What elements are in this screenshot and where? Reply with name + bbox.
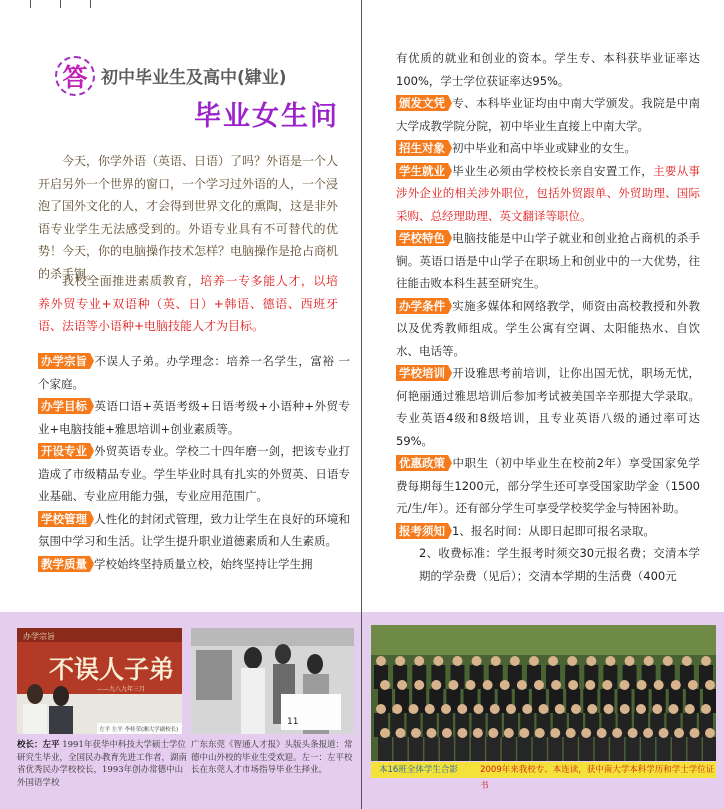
graduate-face: [659, 728, 669, 738]
graduate-figure: [424, 737, 438, 761]
graduate-face: [376, 704, 386, 714]
graduate-face: [380, 728, 390, 738]
graduate-face: [510, 656, 520, 666]
graduate-face: [555, 704, 565, 714]
photo2-number: 11: [287, 717, 299, 727]
intro-paragraph-2: [38, 270, 338, 338]
right-item-list: [396, 47, 700, 587]
quality-continuation: 有优质的就业和创业的资本。学生专、本科获毕业证率达100%，学士学位获证率达95%。: [396, 51, 700, 88]
section-text: 1、报名时间：从即日起即可报名录取。: [452, 523, 655, 538]
principal-photo: [17, 628, 182, 734]
graduate-figure: [533, 737, 547, 761]
graduate-face: [490, 704, 500, 714]
graduate-face: [504, 728, 514, 738]
section-text: 专、本科毕业证均由中南大学颁发。我院是中南大学成教学院分院，初中毕业生直接上中南大学。: [396, 96, 700, 133]
right-item: [396, 137, 700, 160]
graduate-face: [395, 728, 405, 738]
right-item: [396, 92, 700, 137]
left-item: [38, 553, 350, 576]
section-text: 初中毕业和高中毕业或肄业的女生。: [452, 141, 636, 155]
graduate-face: [643, 728, 653, 738]
graduate-face: [619, 680, 629, 690]
graduate-face: [473, 728, 483, 738]
section-tag: 办学目标: [38, 398, 90, 414]
graduate-face: [441, 704, 451, 714]
graduation-photo-image: [371, 625, 716, 761]
graduate-figure: [703, 737, 716, 761]
photo1-tag: 左平 左平 李桂荣(湘大学副校长): [99, 727, 179, 733]
left-item: [38, 350, 350, 395]
graduate-face: [604, 704, 614, 714]
graduate-face: [644, 656, 654, 666]
graduate-face: [414, 680, 424, 690]
photo1-banner: 不误人子弟: [49, 655, 175, 684]
graduate-face: [685, 704, 695, 714]
graduate-face: [567, 656, 577, 666]
intro-lead: 我校全面推进素质教育，: [62, 274, 201, 288]
photo1-subtext: ——九八九年三月: [97, 686, 146, 693]
right-item: [396, 295, 700, 363]
graduate-face: [425, 704, 435, 714]
graduate-face: [701, 656, 711, 666]
graduate-face: [654, 680, 664, 690]
graduate-face: [705, 728, 715, 738]
graduate-face: [522, 704, 532, 714]
graduate-face: [397, 680, 407, 690]
section-tag: 学校培训: [396, 365, 448, 381]
graduate-face: [380, 680, 390, 690]
graduate-figure: [595, 737, 609, 761]
graduate-face: [682, 656, 692, 666]
graduate-face: [442, 728, 452, 738]
graduate-face: [674, 728, 684, 738]
graduate-figure: [471, 737, 485, 761]
graduate-figure: [440, 737, 454, 761]
graduate-face: [612, 728, 622, 738]
graduate-figure: [672, 737, 686, 761]
graduate-face: [448, 680, 458, 690]
principal-caption-text: 1991年获华中科技大学硕士学位 研究生毕业，全国民办教育先进工作者，湖南省优秀民办学校校长，1993年创办常德中山外国语学校: [17, 740, 188, 788]
principal-photo-image: [17, 628, 182, 734]
right-page: [362, 0, 724, 809]
graduation-caption-bar: [371, 762, 716, 791]
graduate-face: [587, 704, 597, 714]
section-tag: 学生就业: [396, 163, 448, 179]
section-tag: 学校管理: [38, 511, 90, 527]
graduate-face: [452, 656, 462, 666]
graduation-group-photo: [371, 625, 716, 761]
graduate-face: [597, 728, 607, 738]
graduate-face: [581, 728, 591, 738]
graduate-face: [701, 704, 711, 714]
intro-highlight: 培养一专多能人才，以培养外贸专业+双语种（英、日）+韩语、德语、西班牙语、法语等小语种+电脑技能人才为目标。: [38, 274, 338, 333]
graduate-figure: [657, 737, 671, 761]
graduate-figure: [517, 737, 531, 761]
section-tag: 招生对象: [396, 140, 448, 156]
graduate-face: [535, 728, 545, 738]
graduate-face: [506, 704, 516, 714]
answer-badge: [55, 56, 95, 96]
section-tag: 报考须知: [396, 523, 448, 539]
graduate-face: [472, 656, 482, 666]
right-item: [396, 160, 700, 228]
principal-caption: [17, 739, 187, 789]
graduate-figure: [502, 737, 516, 761]
graduate-face: [652, 704, 662, 714]
graduate-figure: [548, 737, 562, 761]
right-items-container: [396, 92, 700, 542]
photo1-small-text: 办学宗旨: [23, 632, 55, 641]
graduate-face: [602, 680, 612, 690]
graduate-face: [500, 680, 510, 690]
graduate-face: [568, 680, 578, 690]
graduate-face: [690, 728, 700, 738]
graduate-face: [636, 704, 646, 714]
graduate-face: [376, 656, 386, 666]
graduate-face: [566, 728, 576, 738]
graduate-face: [628, 728, 638, 738]
section-text: 毕业生必须由学校校长亲自安置工作，: [452, 163, 654, 178]
subtitle: 初中毕业生及高中(肄业): [101, 68, 287, 88]
graduate-face: [457, 728, 467, 738]
graduate-face: [483, 680, 493, 690]
graduate-face: [414, 656, 424, 666]
section-text: 开设雅思考前培训，让你出国无忧，职场无忧，何艳丽通过雅思培训后参加考试被美国辛辛那提大学录取。专业英语4级和8级培训，且专业英语八级的通过率可达59%。: [396, 366, 700, 448]
graduate-face: [705, 680, 715, 690]
graduate-figure: [579, 737, 593, 761]
section-text: 外贸英语专业。学校二十四年磨一剑，把该专业打造成了市级精品专业。学生毕业时具有扎实的外贸英、日语专业基础、专业应用能力强，专业应用范围广。: [38, 444, 350, 503]
graduate-face: [688, 680, 698, 690]
graduate-face: [491, 656, 501, 666]
left-item: [38, 508, 350, 553]
graduate-figure: [409, 737, 423, 761]
section-text: 电脑技能是中山学子就业和创业抢占商机的杀手锏。英语口语是中山学子在职场上和创业中的一大优势，往往能击败本科生甚至研究生。: [396, 231, 700, 290]
graduate-face: [409, 704, 419, 714]
section-text: 人性化的封闭式管理，致力让学生在良好的环境和氛围中学习和生活。让学生提升职业道德素质和人生素质。: [38, 511, 350, 548]
right-item: [396, 520, 700, 543]
right-item: [396, 362, 700, 452]
graduate-figure: [626, 737, 640, 761]
page-title: 毕业女生问: [194, 101, 339, 132]
left-item: [38, 440, 350, 508]
graduate-face: [488, 728, 498, 738]
graduate-face: [392, 704, 402, 714]
graduate-figure: [688, 737, 702, 761]
graduate-face: [671, 680, 681, 690]
section-text: 英语口语+英语考级+日语考级+小语种+外贸专业+电脑技能+雅思培训+创业素质等。: [38, 399, 350, 436]
graduate-face: [411, 728, 421, 738]
right-item: [396, 227, 700, 295]
graduate-figure: [641, 737, 655, 761]
graduate-face: [585, 680, 595, 690]
job-fair-photo-image: [191, 628, 354, 734]
section-text: 实施多媒体和网络教学，师资由高校教授和外教以及优秀教师组成。学生公寓有空调、太阳能热水、自饮水、电话等。: [396, 298, 700, 358]
graduate-figure: [486, 737, 500, 761]
graduation-caption-left: 本16班全体学生合影: [379, 765, 458, 775]
job-fair-photo: [191, 628, 354, 734]
section-highlight: 主要从事涉外企业的相关涉外职位，包括外贸跟单、外贸助理、国际采购、总经理助理、英文翻译等职位。: [396, 163, 701, 223]
job-fair-caption: 广东东莞《智通人才报》头版头条报道：常德中山外校的毕业生受欢迎。左一：左平校长在东莞人才市场指导毕业生择业。: [191, 740, 353, 775]
graduate-face: [669, 704, 679, 714]
graduate-face: [519, 728, 529, 738]
section-text: 学校始终坚持质量立校，始终坚持让学生拥: [94, 556, 313, 571]
left-item-list: [38, 350, 350, 575]
crop-marks: [0, 0, 362, 10]
graduate-face: [474, 704, 484, 714]
graduate-face: [466, 680, 476, 690]
graduate-face: [534, 680, 544, 690]
graduate-figure: [455, 737, 469, 761]
graduate-figure: [378, 737, 392, 761]
graduate-face: [620, 704, 630, 714]
graduate-figure: [393, 737, 407, 761]
graduate-face: [539, 704, 549, 714]
graduate-figure: [610, 737, 624, 761]
graduate-face: [625, 656, 635, 666]
graduate-face: [548, 656, 558, 666]
fee-note: 2、收费标准：学生报考时须交30元报名费；交清本学期的学杂费（见后）；交清本学期的生活费（400元: [419, 546, 700, 583]
graduate-face: [395, 656, 405, 666]
section-tag: 优惠政策: [396, 455, 448, 471]
graduate-face: [529, 656, 539, 666]
principal-name: 校长：左平: [17, 740, 60, 750]
section-text: 中职生（初中毕业生在校前2年）享受国家免学费每期每生1200元，部分学生还可享受国家助学金（1500元/生/年）。还有部分学生可享受学校奖学金与特困补助。: [396, 456, 700, 515]
section-tag: 开设专业: [38, 443, 90, 459]
graduate-face: [605, 656, 615, 666]
graduate-face: [433, 656, 443, 666]
graduate-face: [517, 680, 527, 690]
graduate-face: [457, 704, 467, 714]
section-tag: 教学质量: [38, 556, 90, 572]
section-tag: 办学条件: [396, 298, 448, 314]
graduate-face: [551, 680, 561, 690]
answer-char: 答: [62, 63, 88, 92]
graduate-face: [663, 656, 673, 666]
section-tag: 颁发文凭: [396, 95, 448, 111]
graduate-face: [550, 728, 560, 738]
graduate-face: [637, 680, 647, 690]
graduation-caption-right: 2009年来我校专、本连读，获中南大学本科学历和学士学位证书: [480, 765, 715, 791]
graduate-face: [571, 704, 581, 714]
graduate-face: [431, 680, 441, 690]
right-item: [396, 452, 700, 520]
section-text: 不误人子弟。办学理念：培养一名学生，富裕 一个家庭。: [38, 354, 350, 391]
graduate-face: [586, 656, 596, 666]
graduate-figure: [564, 737, 578, 761]
intro-paragraph-1: 今天，你学外语（英语、日语）了吗？外语是一个人开启另外一个世界的窗口，一个学习过外语的人，一个浸泡了国外文化的人，才会得到世界文化的熏陶，这是非外语专业学生无法感受到的。外语专业具有不可替代的优势！今天，你的电脑操作技术怎样？电脑操作是抢占商机的杀手锏。: [38, 154, 339, 281]
section-tag: 学校特色: [396, 230, 448, 246]
graduate-face: [426, 728, 436, 738]
section-tag: 办学宗旨: [38, 353, 90, 369]
left-item: [38, 395, 350, 440]
